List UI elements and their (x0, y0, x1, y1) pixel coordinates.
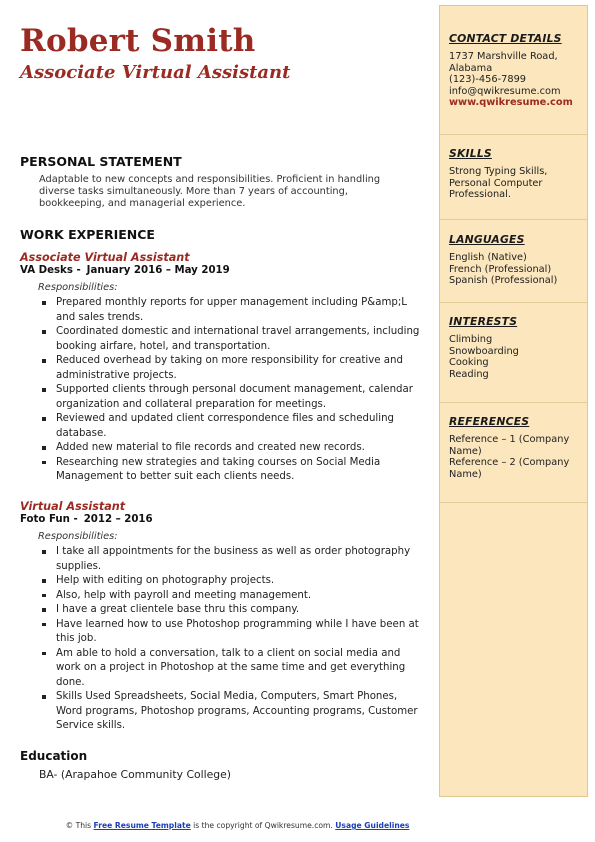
reference-line: Reference – 2 (Company (449, 457, 570, 469)
list-item: Am able to hold a conversation, talk to a client on social media and work on a project in Photoshop at the same time and get everything done. (56, 647, 422, 691)
divider (440, 134, 587, 135)
sidebar (439, 5, 588, 797)
list-item: Help with editing on photography projects. (56, 574, 422, 589)
candidate-title: Associate Virtual Assistant (20, 62, 291, 83)
language-item: French (Professional) (449, 263, 552, 275)
skills-line: Personal Computer (449, 177, 543, 189)
languages-heading: LANGUAGES (449, 233, 525, 246)
footer (0, 821, 535, 830)
language-item: English (Native) (449, 252, 527, 263)
main-column (20, 22, 425, 781)
contact-heading: CONTACT DETAILS (449, 32, 562, 45)
divider (440, 302, 587, 303)
skills-line: Strong Typing Skills, (449, 166, 548, 177)
footer-copyright-text: is the copyright of Qwikresume.com. (193, 821, 333, 830)
list-item: Prepared monthly reports for upper management including P&amp;L and sales trends. (56, 296, 422, 325)
skills-line: Professional. (449, 189, 511, 201)
list-item: Also, help with payroll and meeting management. (56, 589, 422, 604)
interests-heading: INTERESTS (449, 315, 518, 328)
reference-line: Name) (449, 468, 482, 480)
website-link[interactable]: www.qwikresume.com (449, 97, 573, 109)
interest-item: Snowboarding (449, 345, 519, 357)
interest-item: Reading (449, 368, 489, 380)
divider (440, 219, 587, 220)
usage-guidelines-link[interactable]: Usage Guidelines (335, 821, 410, 830)
job-entry (20, 500, 425, 734)
personal-statement-heading: PERSONAL STATEMENT (20, 154, 182, 169)
personal-statement-text: Adaptable to new concepts and responsibilities. Proficient in handling diverse tasks simultaneously. More than 7 years of accounting, bookkeeping, and managerial experience. (39, 174, 381, 209)
job-company: Foto Fun - (20, 514, 78, 525)
job-company: VA Desks - (20, 265, 81, 276)
responsibilities-list (20, 296, 425, 485)
address-line: 1737 Marshville Road, (449, 51, 558, 62)
work-experience-heading: WORK EXPERIENCE (20, 227, 155, 242)
interest-item: Climbing (449, 334, 493, 345)
references-heading: REFERENCES (449, 415, 530, 428)
list-item: Researching new strategies and taking courses on Social Media Management to better suit each clients needs. (56, 456, 422, 485)
list-item: Reduced overhead by taking on more responsibility for creative and administrative projects. (56, 354, 422, 383)
job-company-line (20, 513, 425, 526)
list-item: Skills Used Spreadsheets, Social Media, Computers, Smart Phones, Word programs, Photoshop programs, Accounting programs, Customer Service skills. (56, 690, 422, 734)
responsibilities-label: Responsibilities: (38, 531, 118, 542)
list-item: Added new material to file records and created new records. (56, 441, 422, 456)
responsibilities-list (20, 545, 425, 734)
skills-section (449, 147, 585, 201)
contact-section (449, 32, 585, 109)
responsibilities-label: Responsibilities: (38, 282, 118, 293)
list-item: I have a great clientele base thru this company. (56, 603, 422, 618)
references-section (449, 415, 585, 480)
reference-line: Name) (449, 445, 482, 457)
candidate-name: Robert Smith (20, 23, 256, 59)
job-dates: 2012 – 2016 (83, 514, 153, 525)
free-resume-template-link[interactable]: Free Resume Template (93, 821, 191, 830)
list-item: Reviewed and updated client correspondence files and scheduling database. (56, 412, 422, 441)
job-title: Associate Virtual Assistant (20, 251, 190, 264)
list-item: I take all appointments for the business as well as order photography supplies. (56, 545, 422, 574)
interest-item: Cooking (449, 357, 489, 369)
reference-line: Reference – 1 (Company (449, 434, 570, 445)
language-item: Spanish (Professional) (449, 275, 558, 287)
phone-number: (123)-456-7899 (449, 74, 527, 86)
address-line: Alabama (449, 62, 493, 74)
job-title: Virtual Assistant (20, 500, 126, 513)
education-text: BA- (Arapahoe Community College) (39, 768, 231, 781)
job-company-line (20, 264, 425, 277)
list-item: Supported clients through personal document management, calendar organization and collateral preparation for meetings. (56, 383, 422, 412)
interests-section (449, 315, 585, 380)
email-address[interactable]: info@qwikresume.com (449, 85, 561, 97)
divider (440, 402, 587, 403)
skills-heading: SKILLS (449, 147, 492, 160)
divider (440, 502, 587, 503)
job-dates: January 2016 – May 2019 (86, 265, 230, 276)
list-item: Have learned how to use Photoshop programming while I have been at this job. (56, 618, 422, 647)
education-heading: Education (20, 749, 88, 763)
footer-prefix: © This (65, 821, 92, 830)
list-item: Coordinated domestic and international travel arrangements, including booking airfare, hotel, and transportation. (56, 325, 422, 354)
languages-section (449, 233, 585, 287)
job-entry (20, 251, 425, 485)
